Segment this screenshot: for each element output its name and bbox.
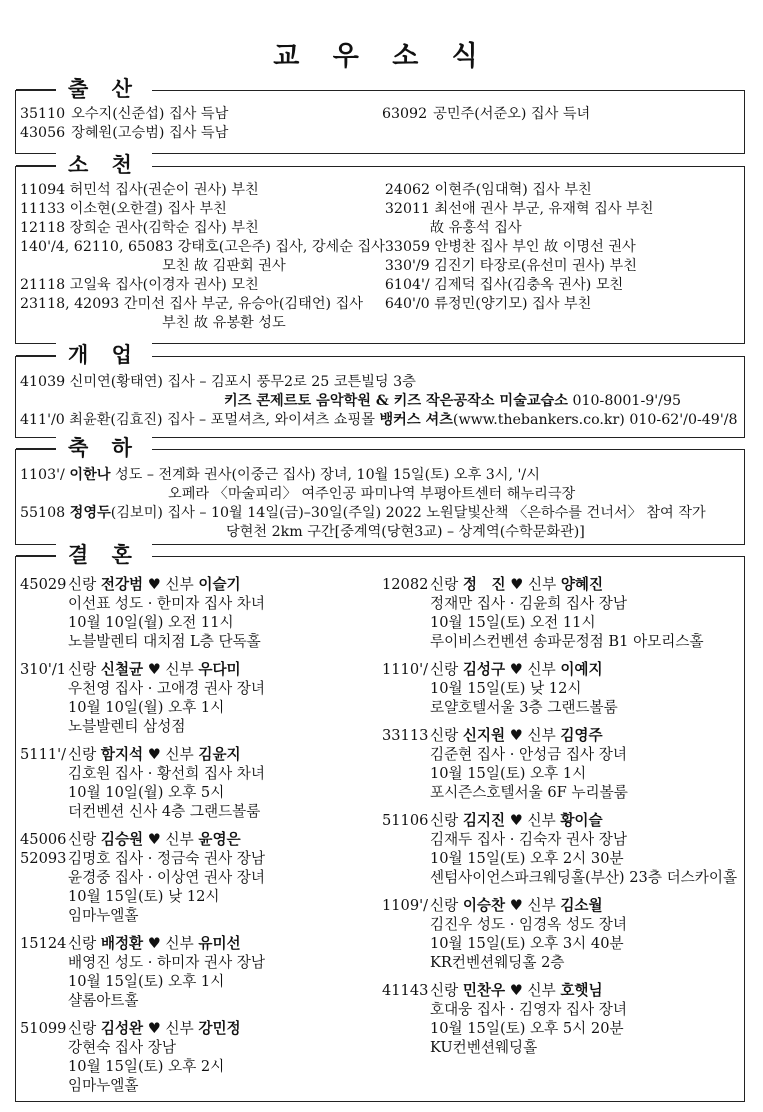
bride-name: 이예지: [560, 661, 603, 678]
wedding-right-column: [382, 575, 738, 1104]
wedding-entry: [20, 830, 382, 925]
heart-icon: ♥: [509, 982, 523, 999]
groom-word: 신랑: [68, 831, 97, 848]
wedding-entry: [20, 575, 382, 651]
wedding-detail: 정재만 집사 · 김윤희 집사 장남: [429, 595, 627, 612]
wedding-code: 310'/1: [20, 661, 67, 678]
groom-name: 함지석: [100, 746, 144, 763]
heart-icon: ♥: [509, 897, 523, 914]
groom-word: 신랑: [429, 576, 459, 593]
bride-name: 이슬기: [198, 576, 241, 593]
birth-code: 63092: [381, 106, 428, 122]
bride-word: 신부: [165, 1020, 194, 1037]
bride-word: 신부: [165, 576, 194, 593]
wedding-detail: 10월 15일(토) 낮 12시: [429, 680, 582, 697]
wedding-couple: [382, 575, 738, 594]
heart-icon: ♥: [509, 661, 523, 678]
heart-icon: ♥: [147, 935, 161, 952]
wedding-couple: [382, 981, 738, 1000]
wedding-entry: [20, 934, 382, 1010]
wedding-couple: [20, 575, 382, 594]
wedding-code: 12082: [381, 576, 429, 593]
bride-name: 김영주: [560, 727, 603, 744]
wedding-section: [15, 542, 745, 1102]
wedding-couple: [20, 745, 382, 764]
wedding-detail: 임마누엘홀: [68, 907, 139, 924]
wedding-detail: 10월 10일(월) 오전 11시: [68, 614, 234, 631]
birth-entry: [382, 105, 738, 124]
wedding-couple: [382, 660, 738, 679]
wedding-detail: 10월 15일(토) 오후 1시: [68, 973, 225, 990]
wedding-couple: [382, 726, 738, 745]
bride-word: 신부: [527, 982, 556, 999]
death-entry: 부친 故 유봉환 성도: [162, 315, 286, 331]
heart-icon: ♥: [509, 727, 523, 744]
birth-code: 35110: [20, 106, 66, 122]
wedding-couple: [20, 830, 382, 849]
opening-section: [15, 342, 745, 438]
wedding-detail: 샬롬아트홀: [68, 992, 139, 1009]
heart-icon: ♥: [147, 576, 161, 593]
wedding-detail: 10월 15일(토) 낮 12시: [68, 888, 220, 905]
wedding-entry: [382, 726, 738, 802]
groom-name: 신철균: [100, 661, 144, 678]
bride-name: 우다미: [198, 661, 241, 678]
congrats-line-1: 1103'/ 이한나 성도 – 전계화 권사(이중근 집사) 장녀, 10월 15일(토) 오후 3시, '/시: [20, 467, 540, 483]
groom-name: 정 진: [462, 576, 506, 593]
birth-entry: [20, 105, 382, 124]
death-entry: 21118 고일육 집사(이경자 권사) 모친: [20, 277, 259, 293]
wedding-detail: 이선표 성도 · 한미자 집사 차녀: [68, 595, 266, 612]
opening-label: 개 업: [56, 341, 152, 369]
wedding-detail: 강현숙 집사 장남: [68, 1039, 176, 1056]
heart-icon: ♥: [147, 746, 161, 763]
groom-name: 김성구: [462, 661, 506, 678]
death-entry: 11094 허민석 집사(권순이 권사) 부친: [20, 182, 259, 198]
groom-word: 신랑: [68, 935, 97, 952]
wedding-detail: 호대웅 집사 · 김영자 집사 장녀: [429, 1001, 627, 1018]
wedding-detail: 배영진 성도 · 하미자 권사 장남: [68, 954, 266, 971]
groom-name: 민찬우: [462, 982, 506, 999]
opening-phone: 010-8001-9'/95: [567, 393, 682, 409]
wedding-code: 15124: [20, 935, 67, 952]
wedding-detail: 10월 10일(월) 오후 1시: [68, 699, 225, 716]
birth-label: 출 산: [56, 75, 152, 103]
death-entry: 11133 이소현(오한결) 집사 부친: [20, 201, 227, 217]
wedding-code: 5111'/: [20, 746, 67, 763]
wedding-detail: 임마누엘홀: [68, 1077, 139, 1094]
page-title: 교 우 소 식: [273, 41, 490, 72]
groom-name: 배정환: [100, 935, 144, 952]
bride-name: 윤영은: [198, 831, 241, 848]
bride-word: 신부: [527, 897, 556, 914]
bride-name: 유미선: [198, 935, 241, 952]
groom-name: 김성완: [100, 1020, 144, 1037]
wedding-detail: 루이비스컨벤션 송파문정점 B1 아모리스홀: [429, 633, 704, 650]
bride-word: 신부: [165, 746, 194, 763]
death-entry: 모친 故 김판회 권사: [162, 258, 286, 274]
wedding-detail: 로얄호텔서울 3층 그랜드볼룸: [429, 699, 618, 716]
wedding-entry: [20, 660, 382, 736]
wedding-entry: [20, 745, 382, 821]
wedding-detail: 노블발렌티 대치점 L층 단독홀: [68, 633, 261, 650]
bride-word: 신부: [527, 727, 556, 744]
death-entry: 故 유홍석 집사: [429, 220, 522, 236]
wedding-detail: 김호원 집사 · 황선희 집사 차녀: [68, 765, 266, 782]
heart-icon: ♥: [147, 1020, 161, 1037]
congrats-section: [15, 435, 745, 545]
wedding-code: 1110'/: [381, 661, 429, 678]
heart-icon: ♥: [147, 661, 161, 678]
bride-word: 신부: [527, 661, 556, 678]
opening-line-1: 41039 신미연(황태연) 집사 – 김포시 풍무2로 25 코튼빌딩 3층: [20, 374, 416, 390]
heart-icon: ♥: [147, 831, 161, 848]
bride-name: 강민정: [198, 1020, 241, 1037]
groom-word: 신랑: [429, 661, 459, 678]
death-label: 소 천: [56, 151, 152, 179]
groom-word: 신랑: [68, 746, 97, 763]
bride-name: 양혜진: [560, 576, 604, 593]
wedding-entry: [382, 981, 738, 1057]
congrats-line-2: 오페라 〈마술피리〉 여주인공 파미나역 부평아트센터 해누리극장: [168, 486, 576, 502]
wedding-code: 1109'/: [381, 897, 429, 914]
birth-text: 장혜원(고승범) 집사 득남: [71, 125, 229, 141]
opening-line-2: [20, 392, 738, 411]
groom-name: 이승찬: [462, 897, 506, 914]
groom-name: 김지진: [462, 812, 506, 829]
death-section: [15, 152, 745, 344]
wedding-detail: 10월 15일(토) 오후 3시 40분: [429, 935, 624, 952]
groom-name: 신지원: [462, 727, 506, 744]
heart-icon: ♥: [509, 812, 523, 829]
death-entry: 24062 이현주(임대혁) 집사 부친: [384, 182, 592, 198]
wedding-detail: 10월 15일(토) 오후 2시 30분: [429, 850, 624, 867]
wedding-code-2: 52093: [20, 850, 67, 867]
wedding-detail: 더컨벤션 신사 4층 그랜드볼룸: [68, 803, 261, 820]
wedding-detail: 윤경중 집사 · 이상연 권사 장녀: [68, 869, 266, 886]
wedding-entry: [382, 660, 738, 717]
bride-word: 신부: [165, 831, 194, 848]
wedding-code: 51099: [20, 1020, 67, 1037]
death-entry: 33059 안병찬 집사 부인 故 이명선 권사: [384, 239, 636, 255]
wedding-entry: [20, 1019, 382, 1095]
birth-section: [15, 76, 745, 154]
wedding-couple: [20, 1019, 382, 1038]
groom-word: 신랑: [429, 982, 459, 999]
wedding-detail: 10월 15일(토) 오후 2시: [68, 1058, 225, 1075]
groom-word: 신랑: [429, 727, 459, 744]
bride-word: 신부: [165, 661, 194, 678]
bride-word: 신부: [527, 812, 556, 829]
wedding-couple: [20, 660, 382, 679]
death-entry: 23118, 42093 간미선 집사 부군, 유승아(김태언) 집사: [20, 296, 363, 312]
wedding-code: 51106: [381, 812, 429, 829]
groom-word: 신랑: [429, 897, 459, 914]
death-right-column: [385, 181, 738, 333]
wedding-detail: 노블발렌티 삼성점: [68, 718, 186, 735]
congrats-line-3: 55108 정영두(김보미) 집사 – 10월 14일(금)–30일(주일) 2022 노원달빛산책 〈은하수를 건너서〉 참여 작가: [20, 505, 706, 521]
bride-name: 호햇님: [560, 982, 603, 999]
wedding-detail: 포시즌스호텔서울 6F 누리볼룸: [429, 784, 628, 801]
heart-icon: ♥: [510, 576, 524, 593]
wedding-couple: [20, 934, 382, 953]
groom-word: 신랑: [429, 812, 459, 829]
wedding-code: 45006: [20, 831, 67, 848]
death-entry: 330'/9 김진기 타장로(유선미 권사) 부친: [384, 258, 637, 274]
wedding-detail: 10월 15일(토) 오후 1시: [429, 765, 587, 782]
wedding-entry: [382, 896, 738, 972]
wedding-detail: [20, 849, 382, 868]
wedding-couple: [382, 811, 738, 830]
wedding-detail: 10월 15일(토) 오후 5시 20분: [429, 1020, 624, 1037]
opening-shop-name: 뱅커스 셔츠: [379, 412, 453, 428]
congrats-label: 축 하: [56, 434, 152, 462]
groom-word: 신랑: [68, 1020, 97, 1037]
birth-right-column: [382, 105, 738, 143]
wedding-left-column: [20, 575, 382, 1104]
death-entry: 32011 최선애 권사 부군, 유재혁 집사 부친: [384, 201, 654, 217]
bride-word: 신부: [527, 576, 557, 593]
birth-left-column: [20, 105, 382, 143]
death-entry: 640'/0 류정민(양기모) 집사 부친: [384, 296, 592, 312]
wedding-entry: [382, 811, 738, 887]
wedding-code: 41143: [381, 982, 429, 999]
death-left-column: [20, 181, 385, 333]
death-entry: 12118 장희순 권사(김학순 집사) 부친: [20, 220, 259, 236]
groom-word: 신랑: [68, 576, 97, 593]
wedding-detail: 김재두 집사 · 김숙자 권사 장남: [429, 831, 627, 848]
bride-name: 김소월: [560, 897, 603, 914]
wedding-detail: 김준현 집사 · 안성금 집사 장녀: [429, 746, 627, 763]
opening-line-3: 411'/0 최윤환(김효진) 집사 – 포멀셔츠, 와이셔츠 쇼핑몰 뱅커스 셔츠(www.thebankers.co.kr) 010-62'/0-49'/8: [20, 412, 738, 428]
bride-name: 김윤지: [198, 746, 241, 763]
wedding-detail-text: 김명호 집사 · 정금숙 권사 장남: [68, 850, 266, 867]
wedding-detail: 10월 10일(월) 오후 5시: [68, 784, 225, 801]
wedding-detail: 센텀사이언스파크웨딩홀(부산) 23층 더스카이홀: [429, 869, 738, 886]
opening-business-name: 키즈 콘제르토 음악학원 & 키즈 작은공작소 미술교습소: [224, 393, 568, 409]
birth-text: 공민주(서준오) 집사 득녀: [433, 106, 591, 122]
wedding-code: 45029: [20, 576, 67, 593]
congrats-line-4: 당현천 2km 구간[중계역(당현3교) – 상계역(수학문화관)]: [226, 524, 585, 540]
groom-name: 전강범: [100, 576, 144, 593]
wedding-couple: [382, 896, 738, 915]
bride-name: 황이슬: [560, 812, 603, 829]
groom-name: 김승원: [100, 831, 144, 848]
wedding-detail: KU컨벤션웨딩홀: [429, 1039, 538, 1056]
wedding-detail: 김진우 성도 · 임경옥 성도 장녀: [429, 916, 627, 933]
groom-word: 신랑: [68, 661, 97, 678]
bride-word: 신부: [165, 935, 194, 952]
death-entry: 140'/4, 62110, 65083 강태호(고은주) 집사, 강세순 집사: [20, 239, 385, 255]
birth-text: 오수지(신준섭) 집사 득남: [71, 106, 229, 122]
birth-entry: [20, 124, 382, 143]
wedding-detail: 우천영 집사 · 고애경 권사 장녀: [68, 680, 266, 697]
wedding-entry: [382, 575, 738, 651]
wedding-label: 결 혼: [56, 541, 152, 569]
birth-code: 43056: [20, 125, 66, 141]
wedding-detail: 10월 15일(토) 오전 11시: [429, 614, 596, 631]
wedding-code: 33113: [381, 727, 429, 744]
wedding-detail: KR컨벤션웨딩홀 2층: [429, 954, 565, 971]
death-entry: 6104'/ 김제덕 집사(김충옥 권사) 모친: [384, 277, 624, 293]
